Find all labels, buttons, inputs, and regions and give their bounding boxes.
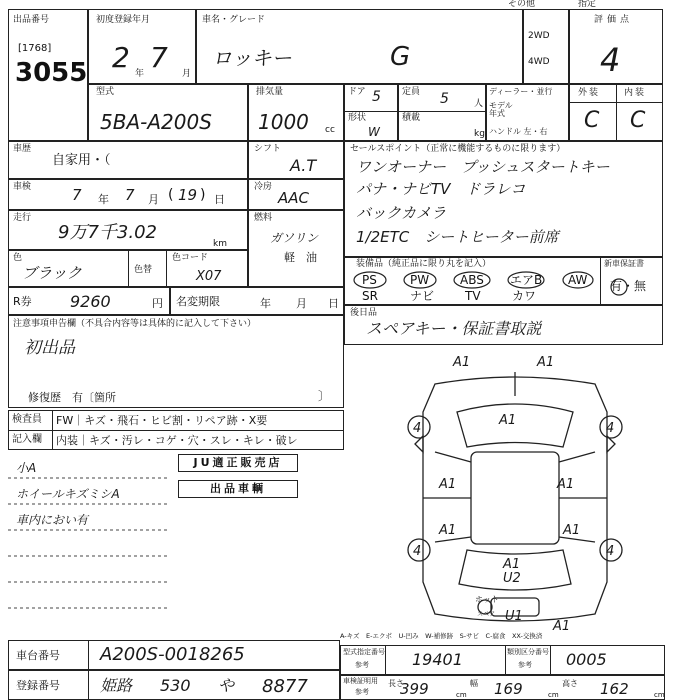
cert-ref-label: 参考 [355,688,369,696]
shift-value: A.T [290,156,317,175]
insp-day-value: 19 [178,186,198,204]
mileage-value: 9万7千3.02 [58,222,157,243]
diagram-mark-bumper-u1: U1 [505,609,523,624]
name-change-day: 日 [328,297,339,310]
drive-box [523,9,569,84]
body-shape-label: 形状 [348,113,367,123]
drive-2wd: 2WD [528,31,550,41]
name-change-month: 月 [296,297,307,310]
diagram-mark-bumper-a1: A1 [553,619,571,634]
repair-history-label: 修復歴 有〔箇所 [28,391,116,404]
selling-points-label: セールスポイント（正常に機能するものに限ります） [350,144,566,154]
recycle-label: R券 [13,295,32,308]
model-code-value: 5BA-A200S [100,110,212,134]
insp-year-unit: 年 [98,193,109,206]
diagram-small-note: ホット [475,595,499,604]
reg-class-value: 530 [160,676,191,695]
recycle-value: 9260 [70,292,111,311]
insp-paren-open: ( [168,187,174,203]
color-value: ブラック [22,264,82,282]
fuel-value: ガソリン [270,231,319,245]
diagram-mark-left-rear: A1 [439,523,457,538]
shift-label: シフト [254,144,282,154]
diagram-mark-wheel-rl: 4 [413,544,422,559]
interior-value: C [630,108,646,133]
displacement-unit: cc [325,125,335,135]
new-warranty-label: 新車保証書 [604,259,644,268]
model-name-value: ロッキー [212,46,292,70]
registration-label: 登録番号 [16,679,60,692]
capacity-label: 定員 [402,87,421,97]
diagram-mark-hood: A1 [499,413,517,428]
grade-value: G [390,42,411,72]
reg-month-unit: 月 [182,69,192,79]
insp-day-unit: 日 [214,193,225,206]
doors-label: ドア [348,87,366,97]
length-value: 399 [400,680,429,698]
insp-month-unit: 月 [148,193,159,206]
model-year-label: モデル年式 [489,101,513,118]
car-damage-diagram [395,352,635,642]
insp-year-value: 7 [72,186,82,204]
equipment-circles [344,257,663,305]
cert-number-label: 車検証明用 [343,677,378,685]
diagram-mark-front-left: A1 [453,355,471,370]
reg-region-value: 姫路 [100,676,133,695]
after-market-value: スペアキー・保証書取説 [366,319,542,338]
fw-row: FW｜キズ・飛石・ヒビ割・リペア跡・X要 [56,414,268,427]
notes-label: 注意事項申告欄（不具合内容等は具体的に記入して下さい） [13,319,257,329]
displacement-value: 1000 [258,110,309,134]
insp-paren-close: ) [200,187,206,203]
recycle-unit: 円 [152,297,163,310]
equip-leather: カワ [512,289,537,303]
diagram-mark-left-door: A1 [439,477,457,492]
color-code-label: 色コード [172,253,209,263]
equip-airbag: エアB [510,273,543,287]
equip-sr: SR [362,289,378,303]
diagram-mark-front-right: A1 [537,355,555,370]
diagram-mark-right-rear: A1 [563,523,581,538]
handle-label: ハンドル 左・右 [489,127,548,136]
equip-abs: ABS [460,273,484,287]
equip-aw: AW [568,273,588,287]
lot-number-value: 3055 [15,58,88,88]
reg-month-value: 7 [150,41,168,74]
aircon-label: 冷房 [254,182,273,192]
model-designation-box [340,645,665,675]
reg-num-value: 8877 [262,676,308,697]
repair-history-close: 〕 [318,389,331,403]
chassis-label: 車台番号 [16,649,60,662]
history-box [8,141,248,179]
width-label: 幅 [470,679,478,688]
height-label: 高さ [562,679,578,688]
exterior-value: C [584,108,600,133]
selling-point-3: バックカメラ [356,204,447,222]
score-label: 評価点 [594,15,634,25]
header-top-right-label: 指定 [578,0,597,9]
model-grade-label: 車名・グレード [202,15,266,25]
reg-year-unit: 年 [135,69,145,79]
displacement-label: 排気量 [256,87,284,97]
width-unit: cm [548,691,559,699]
model-designation-value: 19401 [412,650,463,669]
history-label: 車歴 [13,144,32,154]
aircon-value: AAC [278,189,309,207]
height-unit: cm [654,691,665,699]
equipment-label: 装備品（純正品に限り丸を記入） [356,259,492,269]
width-value: 169 [494,680,523,698]
diagram-spare-note: スペア [477,611,496,618]
model-type-label: 型式 [96,87,115,97]
length-label: 長さ [388,679,404,688]
ju-dealer-stamp: JU適正販売店 [178,454,298,472]
equip-ps: PS [362,273,377,287]
mileage-unit: km [213,239,227,249]
mileage-label: 走行 [13,213,32,223]
damage-legend: A-キズ E-エクボ U-凹み W-補修跡 S-サビ C-腐食 XX-交換済 [340,632,543,640]
diagram-mark-wheel-fr: 4 [606,421,615,436]
inspection-label: 車検 [13,182,32,192]
first-registration-label: 初度登録年月 [96,15,151,25]
after-market-label: 後日品 [350,308,378,318]
score-value: 4 [600,41,621,79]
selling-point-4: 1/2ETC シートヒーター前席 [356,228,559,246]
listed-vehicle-stamp: 出品車輌 [178,480,298,498]
model-designation-ref: 参考 [355,661,369,669]
dashed-lines [8,470,173,620]
category-number-value: 0005 [566,650,607,669]
reg-year-value: 2 [112,41,130,74]
diagram-mark-right-door: A1 [557,477,575,492]
doors-value: 5 [372,89,381,105]
capacity-value: 5 [440,91,449,107]
length-unit: cm [456,691,467,699]
side-note-1: 小A [16,461,37,475]
load-label: 積載 [402,113,421,123]
capacity-unit: 人 [474,99,484,109]
dealer-label: ディーラー・並行 [489,87,553,96]
interior-row: 内装｜キズ・汚レ・コゲ・穴・スレ・キレ・破レ [56,434,298,447]
equip-pw: PW [410,273,430,287]
chassis-value: A200S-0018265 [100,644,245,665]
header-top-label: その他 [508,0,536,9]
diagram-mark-rear-u2: U2 [503,571,521,586]
reg-kana-value: や [218,676,235,695]
interior-label: 内装 [624,88,647,98]
diagram-mark-wheel-rr: 4 [606,544,615,559]
drive-4wd: 4WD [528,57,550,67]
equip-tv: TV [465,289,481,303]
model-designation-label: 型式指定番号 [343,648,385,656]
load-unit: kg [474,129,485,139]
name-change-year: 年 [260,297,271,310]
selling-point-2: パナ・ナビTV ドラレコ [356,180,526,198]
body-shape-value: W [368,125,380,139]
diagram-mark-wheel-fl: 4 [413,421,422,436]
warranty-value: 有・無 [610,279,647,293]
height-value: 162 [600,680,629,698]
color-code-value: X07 [196,269,222,284]
light-oil-label: 軽 油 [284,251,317,264]
entry-label: 記入欄 [12,434,42,445]
side-note-2: ホイールキズミシA [16,487,120,501]
lot-code: [1768] [18,43,52,54]
history-value: 自家用・（ [52,153,111,168]
diagram-mark-rear-window: A1 [503,557,521,572]
color-change-label: 色替 [134,265,153,275]
notes-value: 初出品 [24,338,75,358]
insp-month-value: 7 [125,186,135,204]
equip-navi: ナビ [410,289,435,303]
selling-point-1: ワンオーナー プッシュスタートキー [356,158,610,176]
name-change-label: 名変期限 [176,295,220,308]
color-label: 色 [13,253,23,263]
exterior-label: 外装 [578,88,601,98]
category-number-label: 類別区分番号 [507,648,549,656]
category-number-ref: 参考 [518,661,532,669]
fuel-label: 燃料 [254,213,273,223]
side-note-3: 車内におい有 [16,513,89,527]
inspector-label: 検査員 [12,414,42,425]
lot-number-label: 出品番号 [13,15,50,25]
